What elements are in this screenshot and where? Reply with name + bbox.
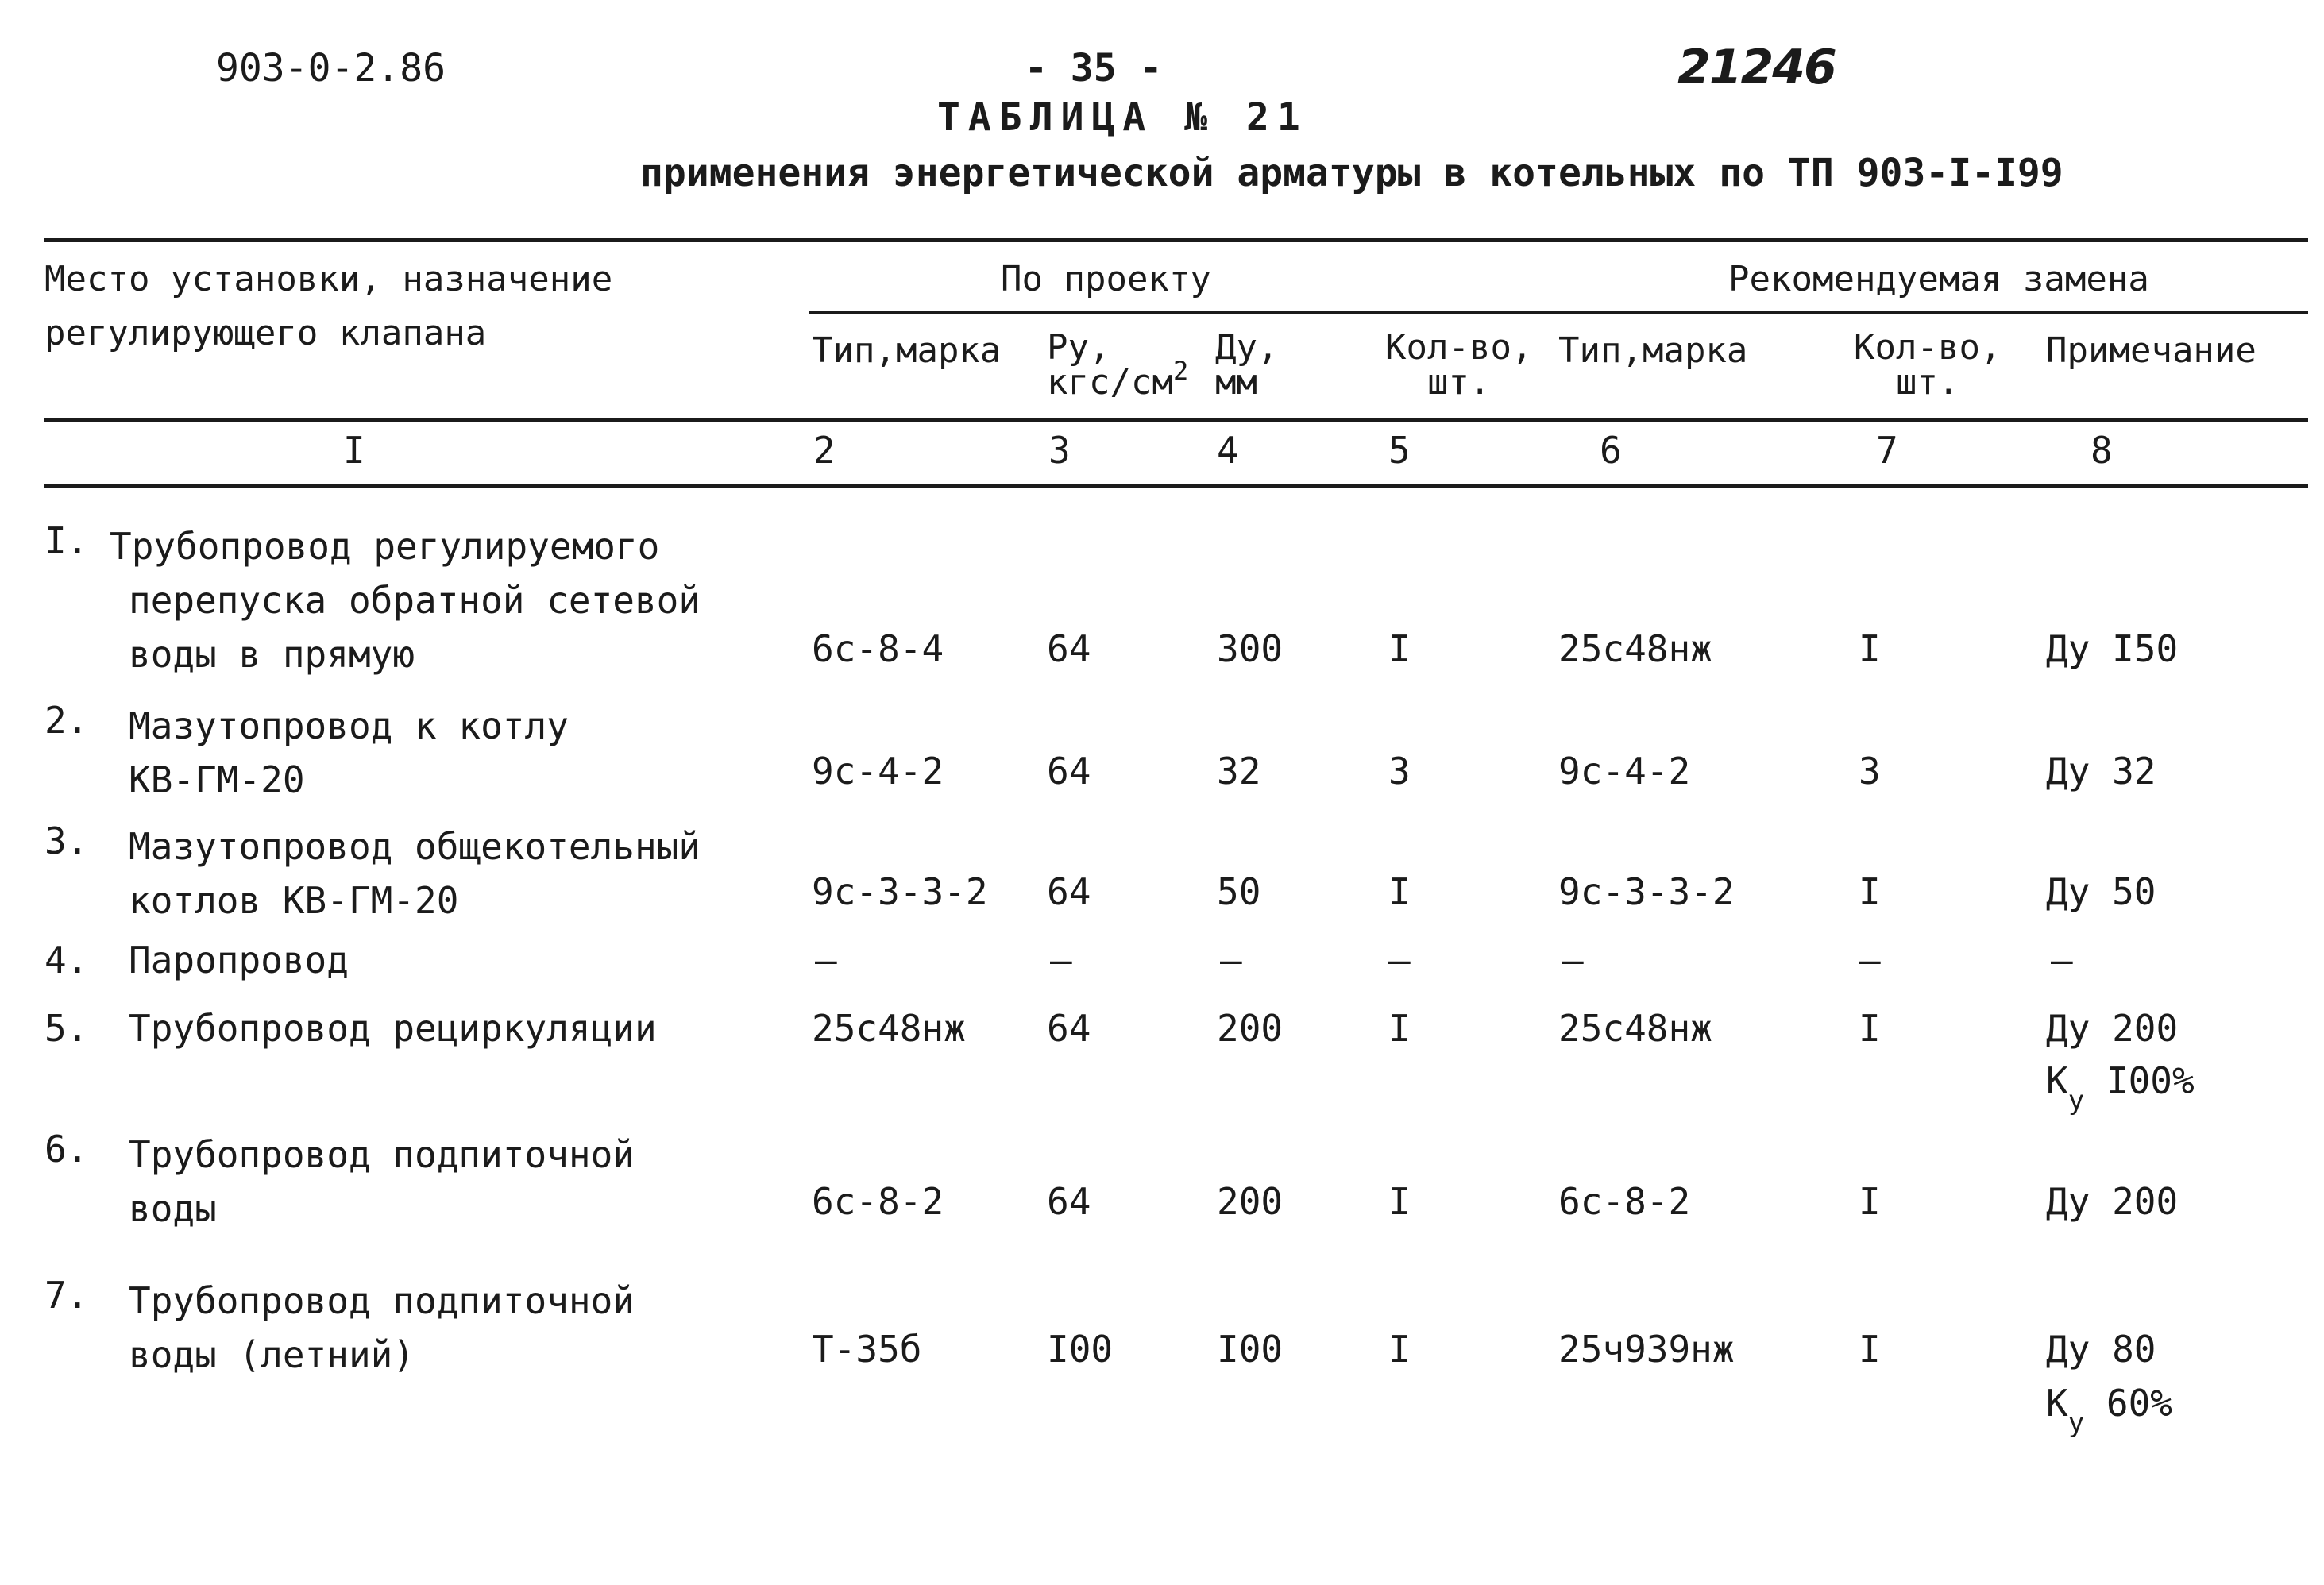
row-place (129, 819, 701, 927)
coefficient-symbol: К (2046, 1059, 2068, 1102)
cell-diameter: 200 (1217, 1180, 1284, 1223)
column-header-qty (1385, 327, 1533, 403)
coefficient-symbol: К (2046, 1382, 2068, 1425)
row-place-line: Трубопровод подпиточной (129, 1133, 635, 1176)
row-place (129, 939, 349, 981)
group-header-project: По проекту (1001, 259, 1211, 299)
column-header-type: Тип,марка (812, 330, 1002, 371)
column-header-pressure-a: Ру, (1047, 327, 1110, 368)
cell-qty: I (1388, 1180, 1411, 1223)
cell-type2: 25ч939нж (1558, 1328, 1735, 1371)
column-header-diameter-a: Ду, (1215, 327, 1279, 368)
row-place-line: Мазутопровод к котлу (129, 704, 569, 747)
column-header-type2: Тип,марка (1558, 330, 1748, 371)
column-header-qty-b: шт. (1426, 362, 1491, 403)
cell-pressure: 64 (1047, 750, 1091, 792)
cell-note-coefficient (2046, 1382, 2172, 1439)
cell-type: 9с-3-3-2 (812, 870, 988, 913)
column-header-qty-a: Кол-во, (1385, 327, 1533, 368)
cell-note: Ду I50 (2046, 627, 2179, 670)
row-place-line: Трубопровод подпиточной (129, 1279, 635, 1322)
cell-type: 9с-4-2 (812, 750, 944, 792)
cell-diameter: 50 (1217, 870, 1261, 913)
cell-type2: 9с-3-3-2 (1558, 870, 1735, 913)
cell-qty2: I (1859, 1007, 1881, 1050)
row-place-line: КВ-ГМ-20 (129, 758, 305, 801)
cell-pressure: 64 (1047, 1180, 1091, 1223)
column-header-diameter (1215, 327, 1279, 403)
cell-type: – (815, 939, 837, 981)
cell-diameter: 32 (1217, 750, 1261, 792)
row-place-line: воды (летний) (129, 1333, 415, 1376)
row-place-line: Мазутопровод общекотельный (129, 825, 701, 868)
cell-pressure: 64 (1047, 870, 1091, 913)
row-place-line: Трубопровод рециркуляции (129, 1007, 657, 1050)
cell-qty: I (1388, 870, 1411, 913)
column-number: 6 (1600, 429, 1622, 472)
row-number: 7. (44, 1274, 89, 1317)
cell-pressure: – (1050, 939, 1072, 981)
row-place-line: перепуска обратной сетевой (129, 579, 701, 622)
row-number: I. (44, 519, 89, 562)
cell-qty2: – (1859, 939, 1881, 981)
row-number: 5. (44, 1007, 89, 1050)
column-number: 3 (1048, 429, 1071, 472)
cell-pressure: 64 (1047, 1007, 1091, 1050)
column-header-note: Примечание (2046, 330, 2256, 371)
row-place-line: Трубопровод регулируемого (110, 525, 660, 568)
coefficient-value: 60% (2106, 1382, 2172, 1425)
row-place (110, 519, 701, 681)
group-rule (809, 311, 2308, 314)
cell-qty2: I (1859, 870, 1881, 913)
pressure-unit-exponent: 2 (1172, 356, 1189, 386)
row-number: 6. (44, 1128, 89, 1170)
cell-diameter: 200 (1217, 1007, 1284, 1050)
cell-qty: I (1388, 1328, 1411, 1371)
cell-pressure: 64 (1047, 627, 1091, 670)
row-place (129, 1007, 657, 1050)
coefficient-value: I00% (2106, 1059, 2195, 1102)
row-number: 4. (44, 939, 89, 981)
cell-type: Т-35б (812, 1328, 922, 1371)
cell-type: 25с48нж (812, 1007, 966, 1050)
row-place (129, 1128, 635, 1236)
cell-qty: – (1388, 939, 1411, 981)
column-header-place-line2: регулирующего клапана (44, 312, 487, 353)
column-header-pressure (1047, 327, 1189, 403)
cell-note: – (2051, 939, 2073, 981)
row-place-line: котлов КВ-ГМ-20 (129, 879, 459, 922)
handwritten-number: 21246 (1677, 40, 1836, 95)
cell-diameter: 300 (1217, 627, 1284, 670)
cell-type2: – (1562, 939, 1584, 981)
column-header-place (44, 259, 612, 354)
cell-qty: 3 (1388, 750, 1411, 792)
cell-qty2: I (1859, 1328, 1881, 1371)
cell-note-coefficient (2046, 1059, 2195, 1116)
cell-diameter: I00 (1217, 1328, 1284, 1371)
column-header-diameter-b: мм (1215, 362, 1257, 403)
coefficient-subscript: у (2067, 1085, 2085, 1116)
row-number: 2. (44, 699, 89, 742)
cell-qty2: I (1859, 1180, 1881, 1223)
pressure-unit: кгс/см (1047, 362, 1173, 403)
cell-note: Ду 200 (2046, 1180, 2179, 1223)
column-number: 8 (2090, 429, 2113, 472)
row-number: 3. (44, 819, 89, 862)
cell-type2: 25с48нж (1558, 627, 1712, 670)
coefficient-subscript: у (2067, 1407, 2085, 1439)
column-header-qty2 (1854, 327, 2002, 403)
page-number: - 35 - (1025, 46, 1163, 91)
cell-note: Ду 32 (2046, 750, 2156, 792)
group-header-replacement: Рекомендуемая замена (1728, 259, 2149, 299)
table-subtitle: применения энергетической арматуры в котельных по ТП 903-I-I99 (640, 151, 2063, 195)
column-header-qty2-b: шт. (1895, 362, 1959, 403)
column-number: 2 (813, 429, 836, 472)
cell-type: 6с-8-2 (812, 1180, 944, 1223)
cell-type2: 25с48нж (1558, 1007, 1712, 1050)
cell-qty2: 3 (1859, 750, 1881, 792)
row-place-line: Паропровод (129, 939, 349, 981)
column-header-place-line1: Место установки, назначение (44, 259, 613, 299)
cell-qty: I (1388, 627, 1411, 670)
cell-pressure: I00 (1047, 1328, 1114, 1371)
cell-note: Ду 200 (2046, 1007, 2179, 1050)
top-rule (44, 238, 2308, 242)
column-number: I (343, 429, 365, 472)
row-place (129, 1274, 635, 1382)
column-number: 5 (1388, 429, 1411, 472)
document-code: 903-0-2.86 (216, 46, 446, 91)
table-title: ТАБЛИЦА № 21 (937, 95, 1308, 140)
cell-note: Ду 50 (2046, 870, 2156, 913)
colnum-rule (44, 484, 2308, 488)
column-number: 4 (1217, 429, 1239, 472)
column-header-pressure-b (1047, 356, 1189, 403)
column-header-qty2-a: Кол-во, (1854, 327, 2002, 368)
row-place (129, 699, 569, 807)
header-rule (44, 418, 2308, 422)
cell-qty2: I (1859, 627, 1881, 670)
cell-type: 6с-8-4 (812, 627, 944, 670)
cell-type2: 9с-4-2 (1558, 750, 1691, 792)
row-place-line: воды (129, 1187, 217, 1230)
row-place-line: воды в прямую (129, 633, 415, 676)
cell-diameter: – (1220, 939, 1242, 981)
cell-note: Ду 80 (2046, 1328, 2156, 1371)
cell-qty: I (1388, 1007, 1411, 1050)
cell-type2: 6с-8-2 (1558, 1180, 1691, 1223)
column-number: 7 (1876, 429, 1898, 472)
